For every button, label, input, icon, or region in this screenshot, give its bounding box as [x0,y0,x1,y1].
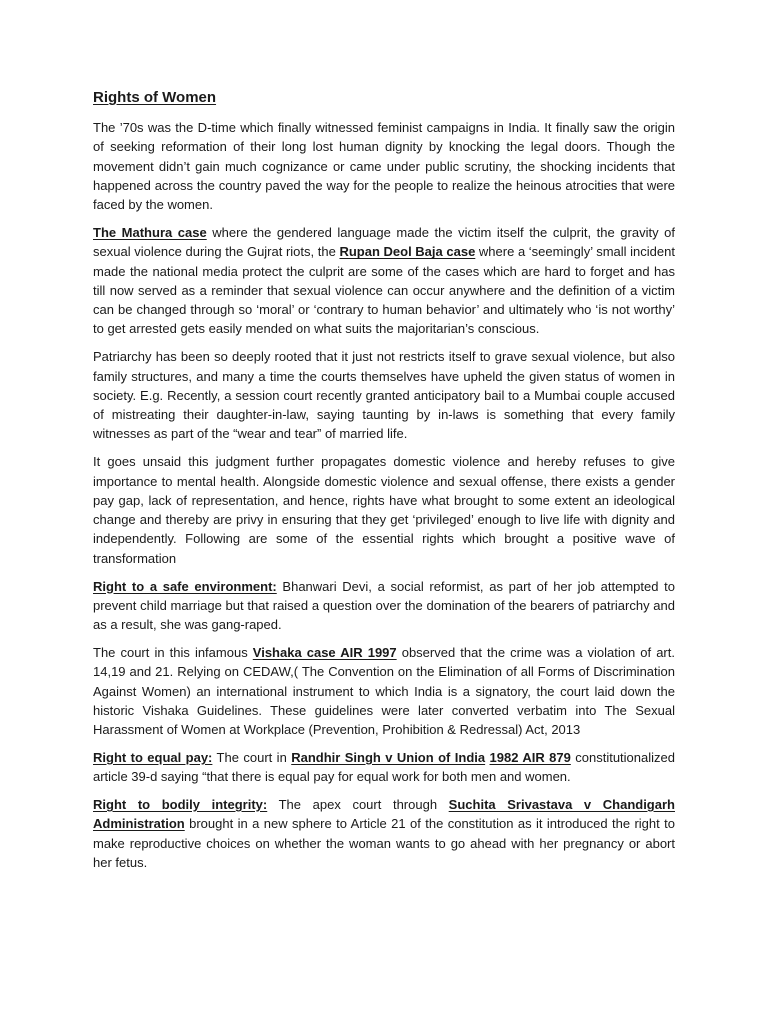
vishaka-case-link: Vishaka case AIR 1997 [252,644,397,660]
paragraph-text: where a ‘seemingly’ small incident made the national media protect the culprit are some of the cases which are hard to forget and has till now served as a reminder that sexual violence can occur anywhere and the definition of a victim can be changed through so ‘moral’ or ‘contrary to human behavior’ and ultimately who ‘is not worthy’ to get arrested gets easily mended on what suits the majoritarian’s conscious. [93,244,675,337]
judgment-paragraph: It goes unsaid this judgment further propagates domestic violence and hereby refuses to give importance to mental health. Alongside domestic violence and sexual offense, there exists a gender pay gap, lack of representation, and hence, rights have what brought to some extent an ideological change and thereby are privy in ensuring that they get ‘privileged’ enough to live life with dignity and independently. Following are some of the essential rights which brought a positive wave of transformation [93,454,675,566]
paragraph-text: The court in this infamous [93,644,253,660]
paragraph-text: The court in [212,749,292,765]
page-title: Rights of Women [93,89,217,106]
cases-paragraph [93,223,675,339]
bodily-integrity-paragraph [93,795,675,872]
right-heading: Right to a safe environment: [93,578,277,594]
mathura-case-link: The Mathura case [93,224,207,240]
citation-link: 1982 AIR 879 [489,749,571,765]
right-heading: Right to bodily integrity: [93,797,268,812]
safe-environment-paragraph [93,577,675,635]
document-page [93,88,675,881]
equal-pay-paragraph [93,748,675,787]
patriarchy-paragraph: Patriarchy has been so deeply rooted that it just not restricts itself to grave sexual violence, but also family structures, and many a time the courts themselves have upheld the given status of women in society. E.g. Recently, a session court recently granted anticipatory bail to a Mumbai couple accused of mistreating their daughter-in-law, saying taunting by in-laws is something that every family witnesses as part of the “wear and tear” of married life. [93,349,675,442]
paragraph-text: Bhanwari Devi, a social reformist, as part of her job attempted to prevent child marriage but that raised a question over the domination of the bearers of patriarchy and as a result, she was gang-raped. [93,578,675,633]
paragraph-text: observed that the crime was a violation of art. 14,19 and 21. Relying on CEDAW,( The Convention on the Elimination of all Forms of Discrimination Against Women) an international instrument to which India is a signatory, the court laid down the historic Vishaka Guidelines. These guidelines were later converted verbatim into The Sexual Harassment of Women at Workplace (Prevention, Prohibition & Redressal) Act, 2013 [93,644,675,738]
right-heading: Right to equal pay: [93,749,213,765]
paragraph-text: The apex court through [267,797,449,812]
paragraph-text: where the gendered language made the victim itself the culprit, the gravity of sexual violence during the Gujrat riots, the [93,224,675,260]
randhir-singh-case-link: Randhir Singh v Union of India [291,749,486,765]
paragraph-text: brought in a new sphere to Article 21 of the constitution as it introduced the right to make reproductive choices on whether the woman wants to go ahead with her pregnancy or abort her fetus. [93,816,675,870]
vishaka-paragraph [93,643,675,739]
rupan-deol-baja-case-link: Rupan Deol Baja case [339,244,476,260]
suchita-srivastava-case-link: Suchita Srivastava v Chandigarh Administration [93,797,675,832]
intro-paragraph: The ’70s was the D-time which finally witnessed feminist campaigns in India. It finally saw the origin of seeking reformation of their long lost human dignity by knocking the legal doors. Though the movement didn’t gain much cognizance or came under public scrutiny, the shocking incidents that happened across the country paved the way for the people to realize the heinous atrocities that were faced by the women. [93,120,675,213]
paragraph-text: constitutionalized article 39-d saying “that there is equal pay for equal work for both men and women. [93,749,675,785]
